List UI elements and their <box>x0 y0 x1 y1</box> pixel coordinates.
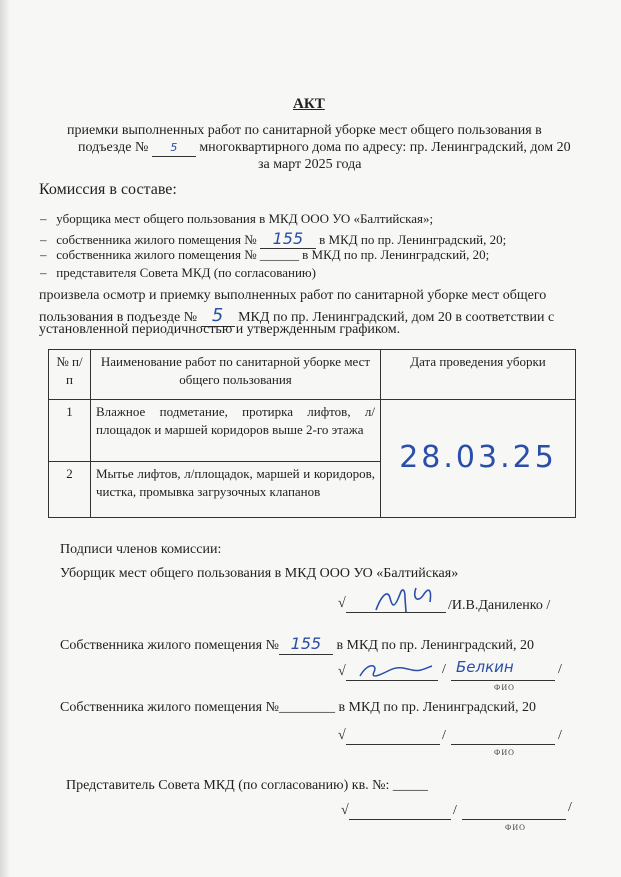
check-mark: √ <box>338 664 346 679</box>
table-row <box>49 400 576 462</box>
cleaner-signature-label: Уборщик мест общего пользования в МКД ООО УО «Балтийская» <box>60 566 459 581</box>
commission-heading: Комиссия в составе: <box>39 181 177 198</box>
commission-item: – уборщика мест общего пользования в МКД ООО УО «Балтийская»; <box>40 211 434 226</box>
cleaning-date-cell <box>381 400 576 518</box>
owner1-name-line <box>451 680 555 681</box>
scan-edge <box>0 0 10 877</box>
owner1-handwritten-name: Белкин <box>456 658 514 676</box>
owner2-name-line <box>451 744 555 745</box>
handwritten-entrance-number: 5 <box>211 305 224 326</box>
fio-caption: ФИО <box>505 823 526 832</box>
check-mark: √ <box>338 728 346 743</box>
inspection-line-2: пользования в подъезде № 5 МКД по пр. Ленинградский, дом 20 в соответствии с <box>39 305 555 326</box>
table-header-row <box>49 350 576 400</box>
commission-item: – собственника жилого помещения № ______ в МКД по пр. Ленинградский, 20; <box>40 247 490 262</box>
inspection-line-3: установленной периодичностью и утвержденным графиком. <box>39 322 401 337</box>
separator-slash: / <box>453 803 457 818</box>
document-title: АКТ <box>293 96 325 112</box>
cleaner-signature <box>372 584 442 616</box>
owner2-signature-label: Собственника жилого помещения №________ в МКД по пр. Ленинградский, 20 <box>60 700 537 715</box>
rep-signature-line <box>349 819 451 820</box>
check-mark: √ <box>338 596 346 611</box>
row-number: 2 <box>49 462 91 518</box>
handwritten-apartment-number: 155 <box>290 634 322 653</box>
handwritten-entrance-number: 5 <box>170 141 178 154</box>
separator-slash: / <box>558 728 562 743</box>
separator-slash: / <box>442 728 446 743</box>
rep-name-line <box>462 819 566 820</box>
column-header-date: Дата проведения уборки <box>381 350 576 400</box>
check-mark: √ <box>341 803 349 818</box>
council-rep-label: Представитель Совета МКД (по согласованию) кв. №: _____ <box>66 778 428 793</box>
commission-item: – представителя Совета МКД (по согласованию) <box>40 265 316 280</box>
fio-caption: ФИО <box>494 683 515 692</box>
inspection-line-1: произвела осмотр и приемку выполненных работ по санитарной уборке мест общего <box>39 288 547 303</box>
separator-slash: / <box>558 662 562 677</box>
commission-item: – собственника жилого помещения № 155 в МКД по пр. Ленинградский, 20; <box>40 229 507 248</box>
column-header-number: № п/п <box>49 350 91 400</box>
separator-slash: / <box>442 662 446 677</box>
signatures-heading: Подписи членов комиссии: <box>60 542 222 557</box>
header-line-1: приемки выполненных работ по санитарной уборке мест общего пользования в <box>67 123 542 138</box>
row-number: 1 <box>49 400 91 462</box>
owner2-signature-line <box>346 744 440 745</box>
column-header-work-name: Наименование работ по санитарной уборке мест общего пользования <box>91 350 381 400</box>
handwritten-apartment-number: 155 <box>272 229 304 248</box>
works-table <box>48 349 576 518</box>
owner1-signature-label: Собственника жилого помещения № 155 в МКД по пр. Ленинградский, 20 <box>60 634 535 653</box>
fio-caption: ФИО <box>494 748 515 757</box>
row-work-name: Влажное подметание, протирка лифтов, л/площадок и маршей коридоров выше 2-го этажа <box>91 400 381 462</box>
handwritten-date: 28.03.25 <box>399 440 557 476</box>
header-line-3: за март 2025 года <box>258 157 362 172</box>
header-line-2: подъезде № 5 многоквартирного дома по адресу: пр. Ленинградский, дом 20 <box>78 140 571 155</box>
cleaner-name: /И.В.Даниленко / <box>448 598 551 613</box>
separator-slash: / <box>568 800 572 815</box>
owner1-signature <box>356 660 436 684</box>
row-work-name: Мытье лифтов, л/площадок, маршей и коридоров, чистка, промывка загрузочных клапанов <box>91 462 381 518</box>
